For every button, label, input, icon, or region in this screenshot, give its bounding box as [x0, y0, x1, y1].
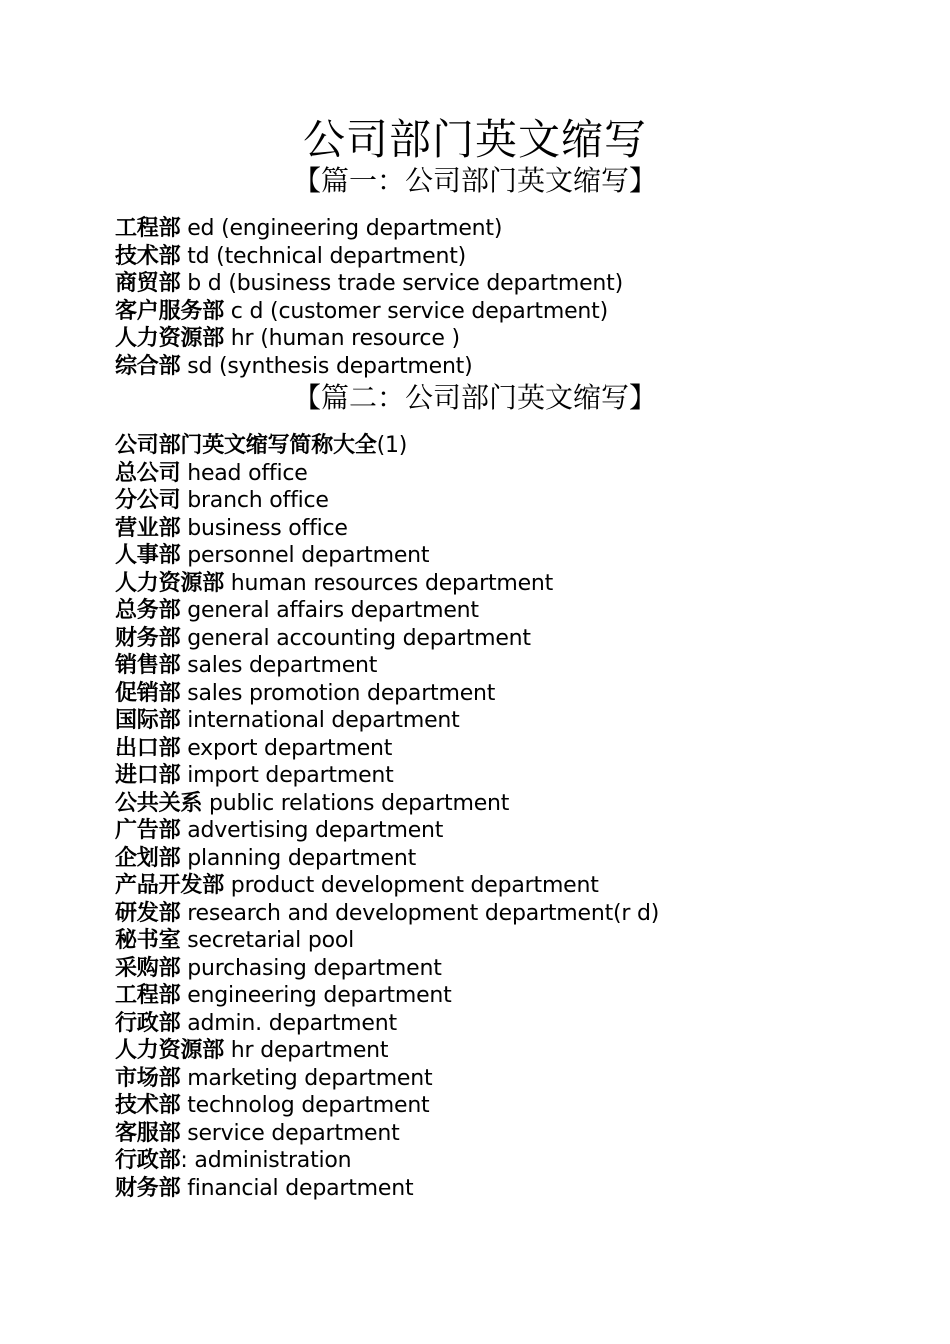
list-item — [115, 542, 915, 570]
department-english-name: purchasing department — [180, 955, 442, 981]
list-item — [115, 982, 915, 1010]
department-english-name: sd (synthesis department) — [180, 353, 473, 379]
department-english-name: b d (business trade service department) — [180, 271, 623, 296]
department-english-name: (1) — [376, 433, 408, 458]
department-chinese-name: 产品开发部 — [115, 873, 225, 898]
list-item — [115, 1175, 915, 1203]
department-english-name: product development department — [224, 873, 599, 898]
section2-list — [115, 432, 915, 1202]
list-item — [115, 515, 915, 543]
section2-heading: 【篇二：公司部门英文缩写】 — [292, 381, 657, 414]
department-chinese-name: 进口部 — [115, 763, 181, 788]
department-english-name: marketing department — [180, 1065, 433, 1091]
department-english-name: sales promotion department — [180, 680, 496, 706]
department-chinese-name: 广告部 — [115, 818, 181, 843]
list-item — [115, 215, 915, 243]
department-english-name: technolog department — [180, 1093, 430, 1118]
department-chinese-name: 商贸部 — [115, 271, 181, 296]
list-item — [115, 872, 915, 900]
department-english-name: branch office — [180, 488, 329, 513]
department-english-name: hr department — [224, 1038, 389, 1063]
department-english-name: service department — [180, 1120, 400, 1146]
department-english-name: engineering department — [180, 983, 452, 1008]
department-chinese-name: 客服部 — [115, 1120, 181, 1146]
department-chinese-name: 财务部 — [115, 625, 181, 651]
department-english-name: research and development department(r d) — [180, 900, 660, 926]
department-chinese-name: 秘书室 — [115, 928, 181, 953]
department-chinese-name: 促销部 — [115, 680, 181, 706]
department-chinese-name: 采购部 — [115, 955, 181, 981]
list-item — [115, 790, 915, 818]
department-chinese-name: 技术部 — [115, 1093, 181, 1118]
list-item — [115, 1120, 915, 1148]
list-item — [115, 460, 915, 488]
department-english-name: general accounting department — [180, 625, 531, 651]
list-item — [115, 762, 915, 790]
page-title: 公司部门英文缩写 — [302, 115, 647, 164]
list-item — [115, 735, 915, 763]
list-item — [115, 353, 915, 381]
list-item — [115, 900, 915, 928]
department-chinese-name: 技术部 — [115, 243, 181, 269]
department-english-name: : administration — [180, 1148, 352, 1173]
list-item — [115, 432, 915, 460]
department-english-name: general affairs department — [180, 598, 479, 623]
department-chinese-name: 企划部 — [115, 845, 181, 871]
department-english-name: advertising department — [180, 818, 444, 843]
department-chinese-name: 国际部 — [115, 708, 181, 733]
department-chinese-name: 研发部 — [115, 900, 181, 926]
department-chinese-name: 总公司 — [115, 460, 181, 486]
department-english-name: financial department — [180, 1175, 414, 1201]
department-chinese-name: 行政部 — [115, 1148, 181, 1173]
department-chinese-name: 市场部 — [115, 1065, 181, 1091]
list-item — [115, 955, 915, 983]
list-item — [115, 707, 915, 735]
department-chinese-name: 出口部 — [115, 735, 181, 761]
list-item — [115, 1065, 915, 1093]
department-chinese-name: 人力资源部 — [115, 570, 225, 596]
department-chinese-name: 总务部 — [115, 598, 181, 623]
list-item — [115, 845, 915, 873]
list-item — [115, 680, 915, 708]
department-chinese-name: 人力资源部 — [115, 1038, 225, 1063]
department-chinese-name: 人力资源部 — [115, 326, 225, 351]
department-chinese-name: 工程部 — [115, 983, 181, 1008]
department-chinese-name: 综合部 — [115, 353, 181, 379]
list-item — [115, 597, 915, 625]
department-english-name: ed (engineering department) — [180, 216, 503, 241]
section1-list — [115, 215, 915, 380]
list-item — [115, 243, 915, 271]
list-item — [115, 1092, 915, 1120]
list-item — [115, 817, 915, 845]
department-chinese-name: 公共关系 — [115, 790, 203, 816]
department-english-name: secretarial pool — [180, 928, 355, 953]
list-item — [115, 625, 915, 653]
list-item — [115, 298, 915, 326]
department-chinese-name: 人事部 — [115, 543, 181, 568]
list-item — [115, 927, 915, 955]
department-english-name: c d (customer service department) — [224, 298, 608, 324]
list-item — [115, 1010, 915, 1038]
department-english-name: admin. department — [180, 1010, 397, 1036]
department-english-name: business office — [180, 515, 348, 541]
department-chinese-name: 行政部 — [115, 1010, 181, 1036]
department-chinese-name: 营业部 — [115, 515, 181, 541]
list-item — [115, 325, 915, 353]
department-english-name: import department — [180, 763, 394, 788]
department-english-name: sales department — [180, 653, 378, 678]
department-english-name: international department — [180, 708, 460, 733]
department-english-name: personnel department — [180, 543, 430, 568]
department-chinese-name: 分公司 — [115, 488, 181, 513]
department-english-name: planning department — [180, 845, 417, 871]
department-chinese-name: 销售部 — [115, 653, 181, 678]
department-english-name: head office — [180, 460, 308, 486]
department-chinese-name: 工程部 — [115, 216, 181, 241]
department-chinese-name: 公司部门英文缩写简称大全 — [115, 433, 377, 458]
department-chinese-name: 财务部 — [115, 1175, 181, 1201]
department-english-name: human resources department — [224, 570, 554, 596]
section1-heading: 【篇一：公司部门英文缩写】 — [292, 164, 657, 197]
department-english-name: export department — [180, 735, 393, 761]
department-chinese-name: 客户服务部 — [115, 298, 225, 324]
list-item — [115, 1147, 915, 1175]
list-item — [115, 652, 915, 680]
department-english-name: hr (human resource ) — [224, 326, 460, 351]
department-english-name: td (technical department) — [180, 243, 467, 269]
list-item — [115, 270, 915, 298]
list-item — [115, 1037, 915, 1065]
list-item — [115, 487, 915, 515]
list-item — [115, 570, 915, 598]
department-english-name: public relations department — [202, 790, 510, 816]
